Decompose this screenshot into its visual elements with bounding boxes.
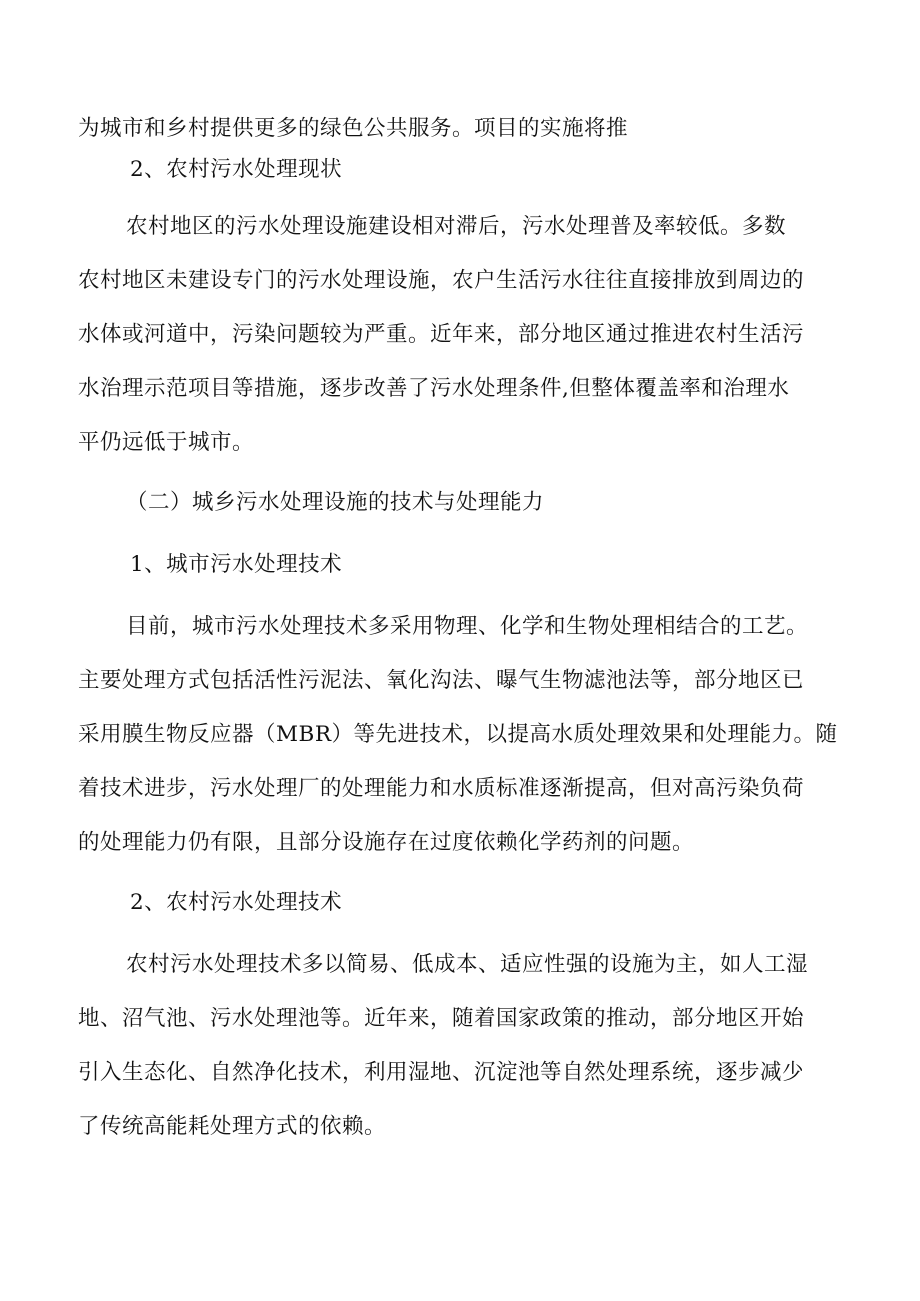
paragraph-line: 平仍远低于城市。 <box>78 430 255 455</box>
paragraph-line: 目前，城市污水处理技术多采用物理、化学和生物处理相结合的工艺。 <box>126 614 809 639</box>
paragraph-line: 农村污水处理技术多以简易、低成本、适应性强的设施为主，如人工湿 <box>126 952 809 977</box>
paragraph-line: 着技术进步，污水处理厂的处理能力和水质标准逐渐提高，但对高污染负荷 <box>78 776 805 801</box>
paragraph-line: 引入生态化、自然净化技术，利用湿地、沉淀池等自然处理系统，逐步减少 <box>78 1060 805 1085</box>
section-heading: （二）城乡污水处理设施的技术与处理能力 <box>126 490 545 515</box>
subheading-rural-tech: 2、农村污水处理技术 <box>130 890 343 915</box>
subheading-urban-tech: 1、城市污水处理技术 <box>130 552 343 577</box>
paragraph-line: 主要处理方式包括活性污泥法、氧化沟法、曝气生物滤池法等，部分地区已 <box>78 668 805 693</box>
subheading-rural-status: 2、农村污水处理现状 <box>130 157 343 182</box>
paragraph-line: 水体或河道中，污染问题较为严重。近年来，部分地区通过推进农村生活污 <box>78 322 805 347</box>
paragraph-line: 的处理能力仍有限，且部分设施存在过度依赖化学药剂的问题。 <box>78 830 695 855</box>
paragraph-line: 地、沼气池、污水处理池等。近年来，随着国家政策的推动，部分地区开始 <box>78 1006 805 1031</box>
paragraph-line: 为城市和乡村提供更多的绿色公共服务。项目的实施将推 <box>78 116 629 141</box>
paragraph-line: 水治理示范项目等措施，逐步改善了污水处理条件,但整体覆盖率和治理水 <box>78 376 790 401</box>
paragraph-line: 采用膜生物反应器（MBR）等先进技术，以提高水质处理效果和处理能力。随 <box>78 722 838 747</box>
paragraph-line: 了传统高能耗处理方式的依赖。 <box>78 1114 387 1139</box>
paragraph-line: 农村地区的污水处理设施建设相对滞后，污水处理普及率较低。多数 <box>126 214 787 239</box>
paragraph-line: 农村地区未建设专门的污水处理设施，农户生活污水往往直接排放到周边的 <box>78 268 805 293</box>
